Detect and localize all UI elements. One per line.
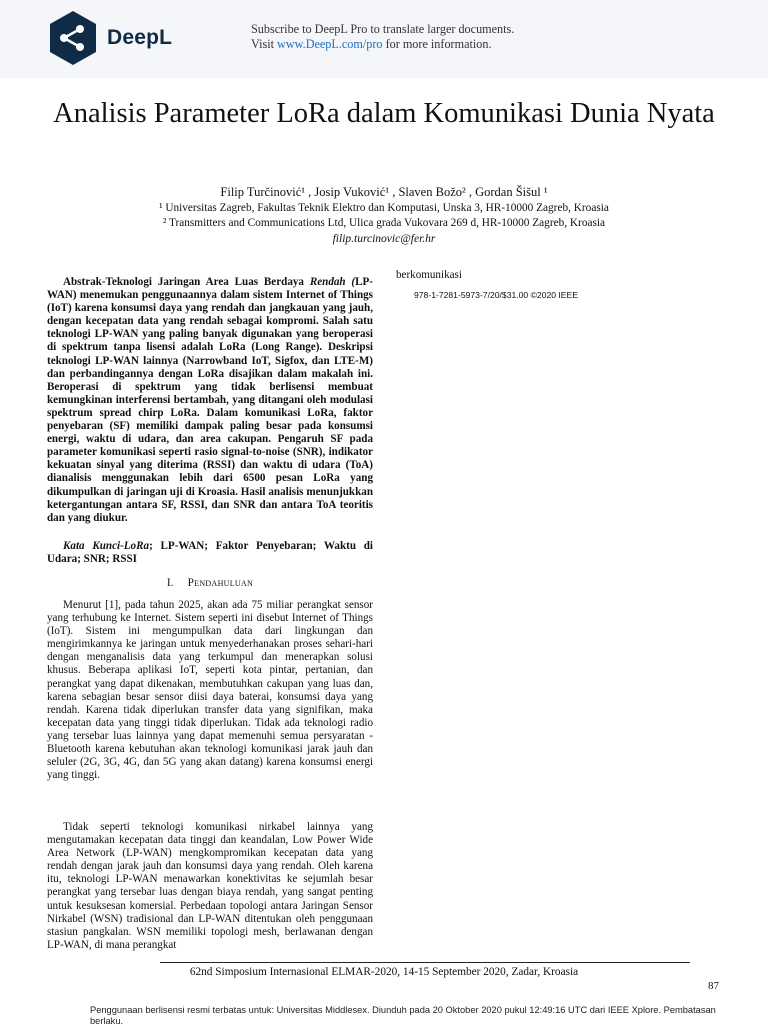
paper-title: Analisis Parameter LoRa dalam Komunikasi Dunia Nyata <box>53 98 715 129</box>
abstract-lead: Abstrak-Teknologi Jaringan Area Luas Berdaya <box>63 276 310 288</box>
section-title: Pendahuluan <box>187 577 254 589</box>
section-heading <box>47 577 373 589</box>
deepl-banner <box>0 0 768 78</box>
intro-paragraph-2: Tidak seperti teknologi komunikasi nirkabel lainnya yang mengutamakan kecepatan data tinggi dan keandalan, Low Power Wide Area Network (LP-WAN) mengkompromikan kecepatan data yang rendah dengan jarak jauh dan konsumsi daya yang rendah. Oleh karena itu, teknologi LP-WAN menawarkan konektivitas ke sejumlah besar perangkat yang tersebar luas dengan biaya rendah, yang sangat penting untuk kesuksesan komersial. Perbedaan topologi antara Jaringan Sensor Nirkabel (WSN) tradisional dan LP-WAN ditentukan oleh penggunaan stasiun pangkalan. WSN memiliki topologi mesh, berlawanan dengan LP-WAN, di mana perangkat <box>47 821 373 951</box>
abstract-italic: Rendah ( <box>309 276 356 288</box>
conference-footer: 62nd Simposium Internasional ELMAR-2020, 14-15 September 2020, Zadar, Kroasia <box>189 966 579 978</box>
copyright-notice: 978-1-7281-5973-7/20/$31.00 ©2020 IEEE <box>414 290 579 300</box>
banner-line-2-prefix: Visit <box>251 37 278 51</box>
keywords-label: Kata Kunci-LoRa <box>63 540 150 552</box>
author-email: filip.turcinovic@fer.hr <box>332 233 436 245</box>
abstract <box>47 276 373 525</box>
affiliation-1: ¹ Universitas Zagreb, Fakultas Teknik Elektro dan Komputasi, Unska 3, HR-10000 Zagreb, Kroasia <box>159 202 609 214</box>
paper-authors: Filip Turčinović¹ , Josip Vuković¹ , Slaven Božo² , Gordan Šišul ¹ <box>220 185 548 199</box>
abstract-body: LP-WAN) menemukan penggunaannya dalam sistem Internet of Things (IoT) karena konsumsi daya yang rendah dan jangkauan yang jauh, dengan kecepatan data yang rendah sebagai kompromi. Salah satu teknologi LP-WAN yang paling banyak digunakan yang beroperasi di spektrum tanpa lisensi adalah LoRa (Long Range). Deskripsi teknologi LP-WAN lainnya (Narrowband IoT, Sigfox, dan LTE-M) dan perbandingannya dengan LoRa disajikan dalam makalah ini. Beroperasi di spektrum yang tidak berlisensi membuat kemungkinan interferensi bertambah, yang ditangani oleh modulasi spektrum spread chirp LoRa. Dalam komunikasi LoRa, faktor penyebaran (SF) memiliki dampak paling besar pada konsumsi energi, waktu di udara, dan area cakupan. Pengaruh SF pada parameter komunikasi seperti rasio signal-to-noise (SNR), indikator kekuatan sinyal yang diterima (RSSI) dan waktu di udara (ToA) dianalisis menggunakan lebih dari 6500 pesan LoRa yang dikumpulkan di jaringan uji di Kroasia. Hasil analisis menunjukkan ketergantungan antara SF, RSSI, dan SNR dan antara ToA teoritis dan yang diukur. <box>47 276 373 524</box>
deepl-pro-link[interactable]: www.DeepL.com/pro <box>277 37 383 51</box>
keywords <box>47 540 373 566</box>
banner-line-2-suffix: for more information. <box>382 37 492 51</box>
right-column-text: berkomunikasi <box>396 269 462 281</box>
footer-divider <box>160 962 690 963</box>
banner-line-2 <box>251 37 514 52</box>
deepl-logo[interactable] <box>48 10 172 66</box>
banner-line-1: Subscribe to DeepL Pro to translate larger documents. <box>251 22 515 36</box>
keywords-body: ; LP-WAN; Faktor Penyebaran; Waktu di Udara; SNR; RSSI <box>47 540 374 566</box>
deepl-logo-icon <box>48 10 98 66</box>
license-notice: Penggunaan berlisensi resmi terbatas untuk: Universitas Middlesex. Diunduh pada 20 Oktober 2020 pukul 12:49:16 UTC dari IEEE Xplore. Pembatasan berlaku. <box>90 1005 716 1026</box>
affiliation-2: ² Transmitters and Communications Ltd, Ulica grada Vukovara 269 d, HR-10000 Zagreb, Kroasia <box>162 217 606 229</box>
deepl-logo-text: DeepL <box>107 26 173 49</box>
banner-message <box>251 22 514 52</box>
intro-paragraph-1: Menurut [1], pada tahun 2025, akan ada 75 miliar perangkat sensor yang terhubung ke Internet. Sistem seperti ini disebut Internet of Things (IoT). Sistem ini mengumpulkan data dari lingkungan dan mengirimkannya ke jaringan untuk menyederhanakan proses sehari-hari dengan menganalisis data yang terkumpul dan menerapkan solusi khusus. Beberapa aplikasi IoT, seperti kota pintar, pertanian, dan perangkat yang dapat dikenakan, membutuhkan cakupan yang luas dan, karena sebagian besar sensor diisi daya baterai, konsumsi daya yang rendah. Karena tidak diperlukan transfer data yang signifikan, maka kecepatan data yang tinggi tidak diperlukan. Tidak ada teknologi radio yang tersebar luas lainnya yang dapat memenuhi semua persyaratan - Bluetooth karena kebutuhan akan teknologi komunikasi jarak jauh dan seluler (2G, 3G, 4G, dan 5G yang akan datang) karena konsumsi energi yang tinggi. <box>47 599 373 782</box>
page-number: 87 <box>708 980 719 992</box>
section-number: I. <box>166 577 174 589</box>
